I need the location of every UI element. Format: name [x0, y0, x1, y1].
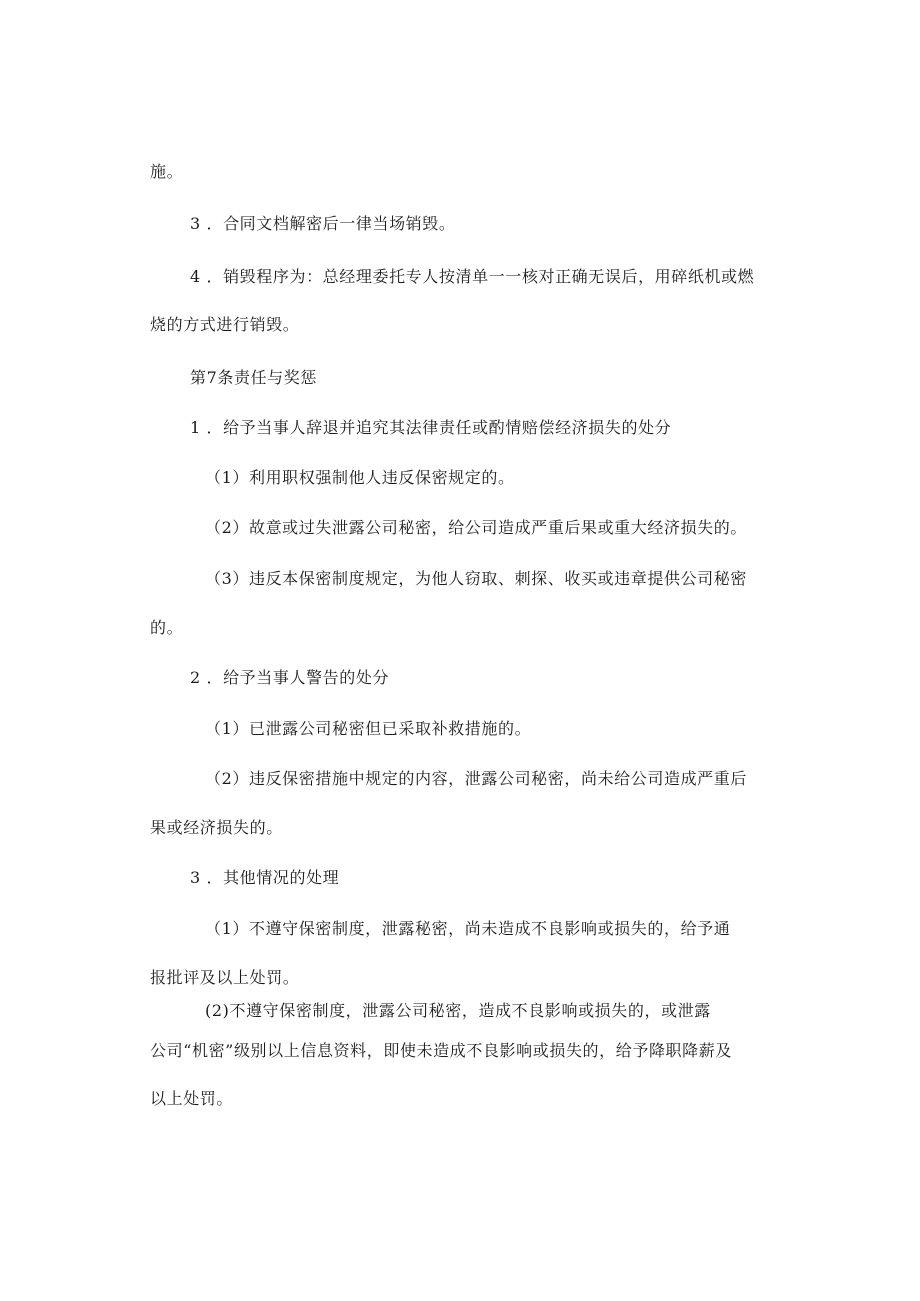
- text-line-12: （1）已泄露公司秘密但已采取补救措施的。: [205, 719, 532, 738]
- text-line-18: (2)不遵守保密制度，泄露公司秘密，造成不良影响或损失的，或泄露: [205, 1001, 711, 1020]
- text-line-16: （1）不遵守保密制度，泄露秘密，尚未造成不良影响或损失的，给予通: [205, 919, 731, 938]
- text-line-17: 报批评及以上处罚。: [150, 968, 300, 987]
- text-line-14: 果或经济损失的。: [150, 818, 283, 837]
- text-line-15: 3 ．其他情况的处理: [190, 868, 340, 887]
- text-line-4: 烧的方式进行销毁。: [150, 315, 300, 334]
- text-line-9: （3）违反本保密制度规定，为他人窃取、刺探、收买或违章提供公司秘密: [205, 569, 747, 588]
- text-line-19: 公司“机密”级别以上信息资料，即使未造成不良影响或损失的，给予降职降薪及: [150, 1041, 732, 1060]
- text-line-6: 1 ．给予当事人辞退并追究其法律责任或酌情赔偿经济损失的处分: [190, 418, 672, 437]
- text-line-3: 4 ．销毁程序为：总经理委托专人按清单一一核对正确无误后，用碎纸机或燃: [190, 267, 755, 286]
- text-line-10: 的。: [150, 618, 184, 637]
- text-line-20: 以上处罚。: [150, 1089, 234, 1108]
- section-heading: 第7条责任与奖惩: [190, 368, 317, 387]
- text-line-13: （2）违反保密措施中规定的内容，泄露公司秘密，尚未给公司造成严重后: [205, 769, 747, 788]
- text-line-11: 2 ．给予当事人警告的处分: [190, 668, 390, 687]
- text-line-8: （2）故意或过失泄露公司秘密，给公司造成严重后果或重大经济损失的。: [205, 518, 747, 537]
- text-line-1: 施。: [150, 162, 184, 181]
- text-line-2: 3 ．合同文档解密后一律当场销毁。: [190, 214, 456, 233]
- text-line-7: （1）利用职权强制他人违反保密规定的。: [205, 468, 515, 487]
